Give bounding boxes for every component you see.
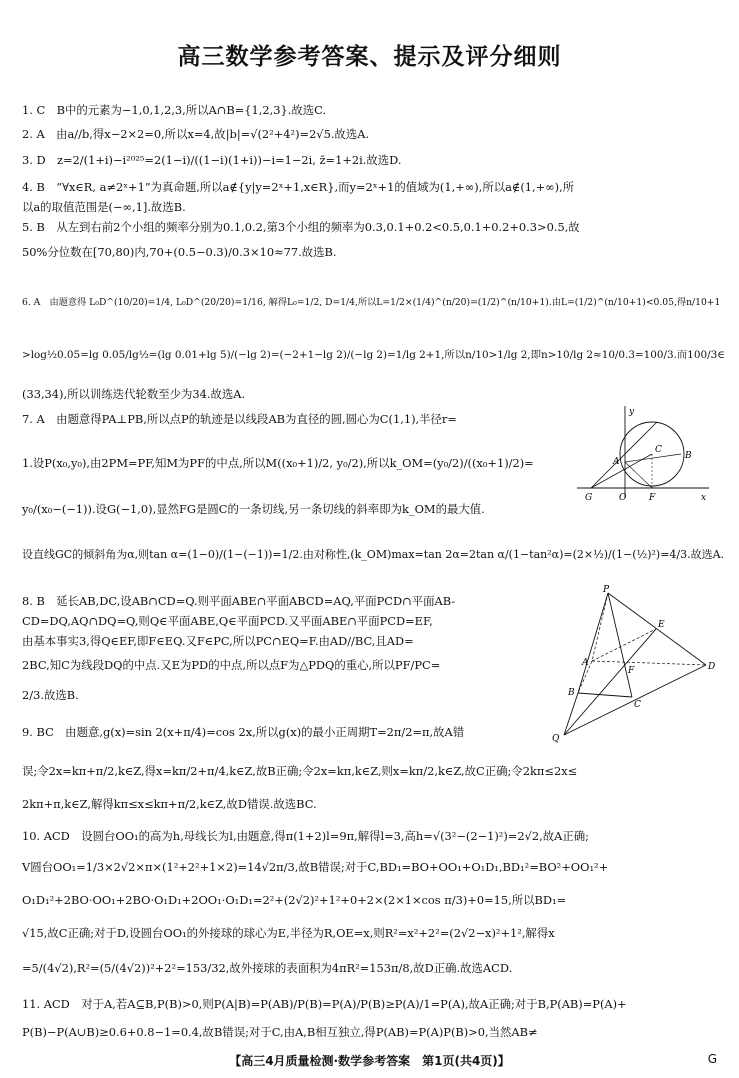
figure-label: F — [649, 493, 656, 503]
edge-pb — [578, 593, 608, 693]
figure-label: G — [585, 493, 593, 503]
answer-line: 3. D z=2/(1+i)−i²⁰²⁵=2(1−i)/((1−i)(1+i))−i=1−2i, z̄=1+2i.故选D. — [22, 153, 402, 167]
answer-line: 2/3.故选B. — [22, 688, 79, 702]
answer-line: 50%分位数在[70,80)内,70+(0.5−0.3)/0.3×10≈77.故选B. — [22, 245, 337, 259]
figure-label: A — [613, 457, 620, 467]
answer-line: 1. C B中的元素为−1,0,1,2,3,所以A∩B={1,2,3}.故选C. — [22, 103, 327, 117]
answer-line: 2BC,知C为线段DQ的中点.又E为PD的中点,所以点F为△PDQ的重心,所以PF/PC= — [22, 658, 441, 672]
line-gc — [591, 454, 652, 488]
answer-line: CD=DQ,AQ∩DQ=Q,则Q∈平面ABE,Q∈平面PCD.又平面ABE∩平面PCD=EF, — [22, 614, 433, 628]
answer-line: 9. BC 由题意,g(x)=sin 2(x+π/4)=cos 2x,所以g(x)的最小正周期T=2π/2=π,故A错 — [22, 725, 465, 739]
figure-label: F — [628, 666, 635, 676]
figure-circle-tangent — [573, 402, 713, 506]
answer-line: 1.设P(x₀,y₀),由2PM=PF,知M为PF的中点,所以M((x₀+1)/2, y₀/2),所以k_OM=(y₀/2)/((x₀+1)/2)= — [22, 456, 534, 470]
figure-label: P — [603, 585, 610, 595]
answer-line: V圆台OO₁=1/3×2√2×π×(1²+2²+1×2)=14√2π/3,故B错误;对于C,BD₁=BO+OO₁+O₁D₁,BD₁²=BO²+OO₁²+ — [22, 860, 609, 874]
footer-mark: G — [707, 1052, 717, 1066]
answer-line: 2kπ+π,k∈Z,解得kπ≤x≤kπ+π/2,k∈Z,故D错误.故选BC. — [22, 797, 317, 811]
figure-label: x — [701, 493, 707, 503]
answer-line: 误;令2x=kπ+π/2,k∈Z,得x=kπ/2+π/4,k∈Z,故B正确;令2x=kπ,k∈Z,则x=kπ/2,k∈Z,故C正确;令2kπ≤2x≤ — [22, 764, 578, 778]
page-title: 高三数学参考答案、提示及评分细则 — [177, 44, 562, 70]
answer-line: 2. A 由a//b,得x−2×2=0,所以x=4,故|b|=√(2²+4²)=2√5.故选A. — [22, 127, 370, 141]
figure-label: C — [655, 445, 662, 455]
figure-label: Q — [552, 734, 560, 744]
figure-label: y — [629, 407, 635, 417]
figure-label: A — [582, 658, 589, 668]
answer-line: 7. A 由题意得PA⊥PB,所以点P的轨迹是以线段AB为直径的圆,圆心为C(1,1),半径r= — [22, 412, 457, 426]
answer-line: 5. B 从左到右前2个小组的频率分别为0.1,0.2,第3个小组的频率为0.3,0.1+0.2<0.5,0.1+0.2+0.3>0.5,故 — [22, 220, 580, 234]
answer-line: P(B)−P(A∪B)≥0.6+0.8−1=0.4,故B错误;对于C,由A,B相互独立,得P(AB)=P(A)P(B)>0,当然AB≠ — [22, 1025, 538, 1039]
answer-line: y₀/(x₀−(−1)).设G(−1,0),显然FG是圆C的一条切线,另一条切线的斜率即为k_OM的最大值. — [22, 502, 485, 516]
answer-line: 由基本事实3,得Q∈EF,即F∈EQ.又F∈PC,所以PC∩EQ=F.由AD//BC,且AD= — [22, 634, 414, 648]
figure-label: O — [619, 493, 627, 503]
answer-line: √15,故C正确;对于D,设圆台OO₁的外接球的球心为E,半径为R,OE=x,则R²=x²+2²=(2√2−x)²+1²,解得x — [22, 926, 555, 940]
answer-line: O₁D₁²+2BO·OO₁+2BO·O₁D₁+2OO₁·O₁D₁=2²+(2√2)²+1²+0+2×(2×1×cos π/3)+0=15,所以BD₁= — [22, 893, 567, 907]
edge-pa — [592, 593, 608, 661]
figure-label: B — [685, 451, 692, 461]
figure-pyramid — [548, 585, 718, 745]
figure-label: B — [568, 688, 575, 698]
figure-label: D — [708, 662, 716, 672]
answer-line: 以a的取值范围是(−∞,1].故选B. — [22, 200, 186, 214]
figure-label: C — [634, 700, 641, 710]
segment-ae — [592, 629, 656, 661]
answer-line: 设直线GC的倾斜角为α,则tan α=(1−0)/(1−(−1))=1/2.由对称性,(k_OM)max=tan 2α=2tan α/(1−tan²α)=(2×½)/(1−(½)²)=4/3.故选A. — [22, 548, 725, 561]
answer-line: 10. ACD 设圆台OO₁的高为h,母线长为l,由题意,得π(1+2)l=9π,解得l=3,高h=√(3²−(2−1)²)=2√2,故A正确; — [22, 829, 589, 843]
answer-line: 6. A 由题意得 L₀D^(10/20)=1/4, L₀D^(20/20)=1/16, 解得L₀=1/2, D=1/4,所以L=1/2×(1/4)^(n/20)=(1/2)^(n/10+1).由L=(1/2)^(n/10+1)<0.05,得n/10+1 — [22, 297, 721, 308]
answer-line: 11. ACD 对于A,若A⊆B,P(B)>0,则P(A|B)=P(AB)/P(B)=P(A)/P(B)≥P(A)/1=P(A),故A正确;对于B,P(AB)=P(A)+ — [22, 997, 627, 1011]
answer-line: 4. B “∀x∈R, a≠2ˣ+1”为真命题,所以a∉{y|y=2ˣ+1,x∈R},而y=2ˣ+1的值域为(1,+∞),所以a∉(1,+∞),所 — [22, 180, 575, 194]
edge-ad — [592, 661, 706, 665]
answer-line: (33,34),所以训练迭代轮数至少为34.故选A. — [22, 387, 246, 401]
edge-pc — [608, 593, 632, 697]
figure-label: E — [658, 620, 665, 630]
segment-af — [625, 462, 652, 488]
answer-line: >log½0.05=lg 0.05/lg½=(lg 0.01+lg 5)/(−lg 2)=(−2+1−lg 2)/(−lg 2)=1/lg 2+1,所以n/10>1/lg 2,即n>10/lg 2≈10/0.3=100/3.而100/3∈ — [22, 349, 725, 361]
edge-bc — [578, 693, 632, 697]
edge-pd — [608, 593, 706, 665]
tangent-line — [591, 422, 657, 488]
segment-ab — [625, 454, 681, 462]
line-eq — [564, 629, 656, 735]
answer-line: =5/(4√2),R²=(5/(4√2))²+2²=153/32,故外接球的表面积为4πR²=153π/8,故D正确.故选ACD. — [22, 961, 513, 975]
answer-line: 8. B 延长AB,DC,设AB∩CD=Q.则平面ABE∩平面ABCD=AQ,平面PCD∩平面AB- — [22, 594, 456, 608]
page-footer: 【高三4月质量检测·数学参考答案 第1页(共4页)】 — [229, 1054, 510, 1068]
